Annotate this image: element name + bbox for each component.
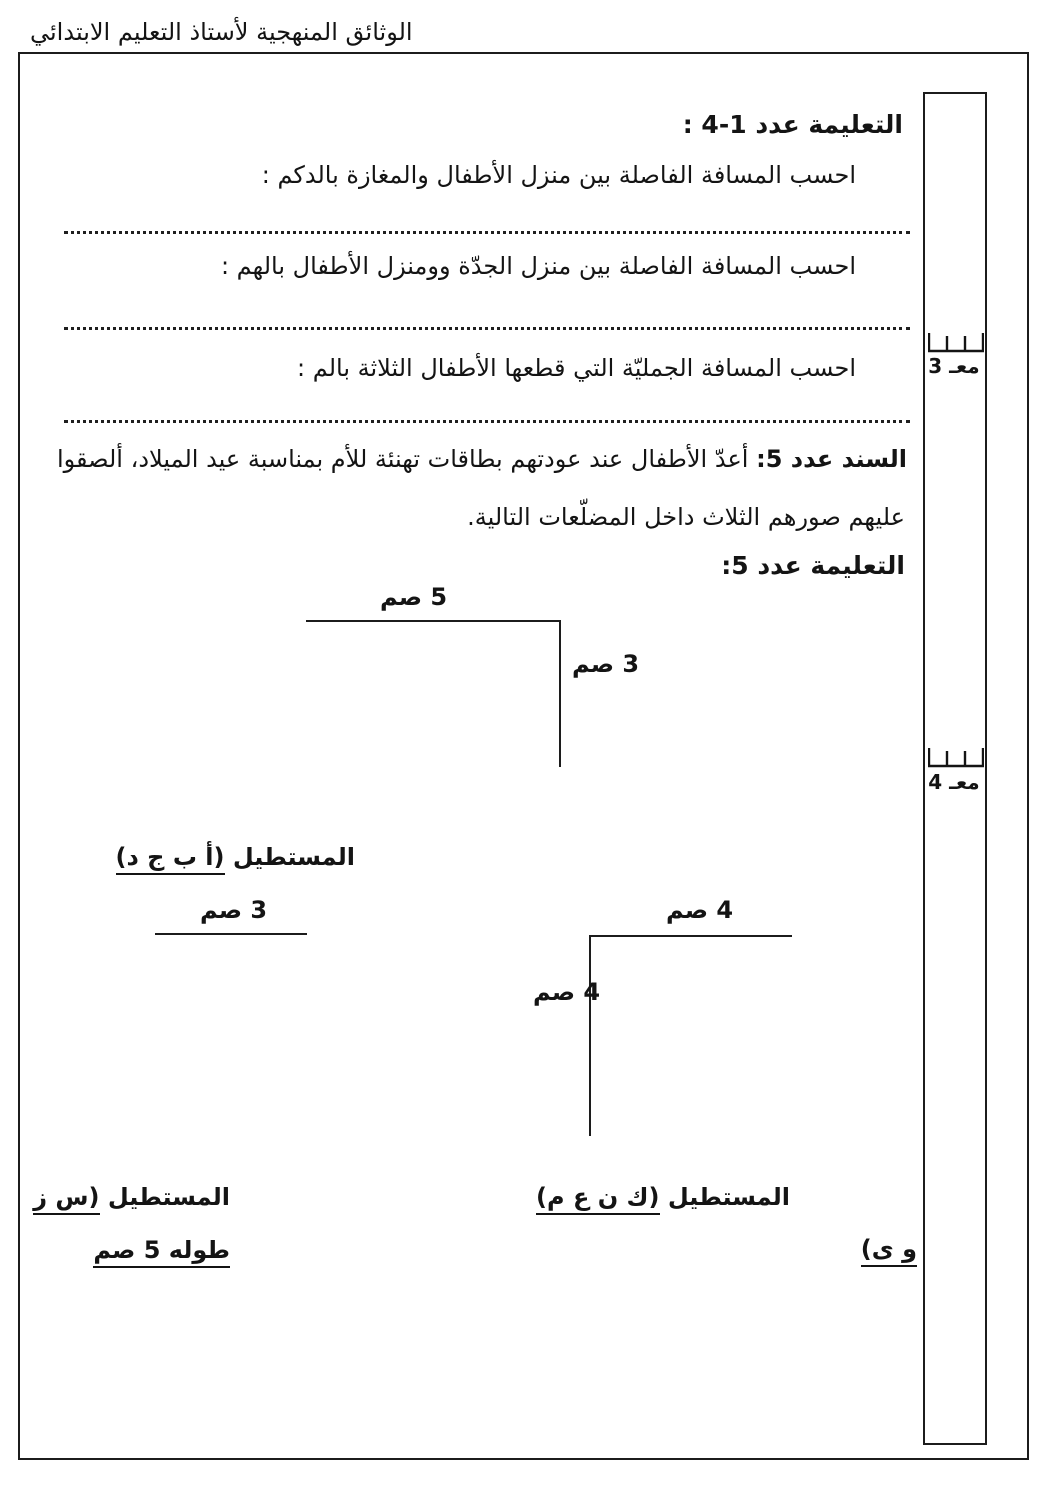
rect-szwy-caption-end [861,1235,917,1263]
support-5-paragraph [57,445,907,473]
rect-knam-caption-word: المستطيل [659,1183,790,1211]
rect-szwy-length-text: طوله 5 صم [93,1236,230,1268]
shape1-height-label: 3 صم [572,650,640,678]
dotted-answer-line-2 [64,327,910,330]
support-5-line-2: عليهم صورهم الثلاث داخل المضلّعات التالية. [467,503,905,531]
rect-abjd-side-line [155,933,307,935]
rect-knam-caption [536,1183,790,1211]
rect-szwy-length-label [93,1236,230,1264]
question-2: احسب المسافة الفاصلة بين منزل الجدّة وومنزل الأطفال بالهم : [220,252,856,280]
dotted-answer-line-3 [64,420,910,423]
dotted-answer-line-1 [64,231,910,234]
score-ruler-icon-2 [928,746,984,772]
rect-szwy-caption-letters-start: (س ز [33,1183,99,1215]
header-title: الوثائق المنهجية لأستاذ التعليم الابتدائي [30,18,413,46]
rect-abjd-caption-word: المستطيل [224,843,355,871]
support-5-text: أعدّ الأطفال عند عودتهم بطاقات تهنئة للأم بمناسبة عيد الميلاد، ألصقوا [56,445,757,473]
rect-knam-top-side [589,935,792,937]
shape1-right-side [559,620,561,767]
rect-abjd-width-label: 3 صم [200,896,268,924]
shape1-width-label: 5 صم [380,583,448,611]
rect-szwy-caption-letters-end: و ى) [861,1235,917,1267]
rect-abjd-caption [116,843,355,871]
margin-mark-3-label: معـ 3 [928,354,980,378]
rect-abjd-caption-letters: (أ ب ج د) [116,843,225,875]
question-3: احسب المسافة الجمليّة التي قطعها الأطفال الثلاثة بالم : [297,354,856,382]
question-1: احسب المسافة الفاصلة بين منزل الأطفال والمغازة بالدكم : [261,161,856,189]
margin-mark-4-label: معـ 4 [928,770,980,794]
rect-szwy-caption-word: المستطيل [99,1183,230,1211]
instruction-4-1-title: التعليمة عدد 1-4 : [682,110,903,139]
rect-knam-height-label: 4 صم [533,978,601,1006]
shape1-top-side [306,620,561,622]
rect-knam-caption-letters: (ك ن ع م) [536,1183,659,1215]
support-5-label: السند عدد 5: [756,445,907,473]
rect-knam-width-label: 4 صم [666,896,734,924]
instruction-5-title: التعليمة عدد 5: [721,551,905,580]
rect-knam-left-side [589,935,591,1136]
rect-szwy-caption-start [33,1183,230,1211]
